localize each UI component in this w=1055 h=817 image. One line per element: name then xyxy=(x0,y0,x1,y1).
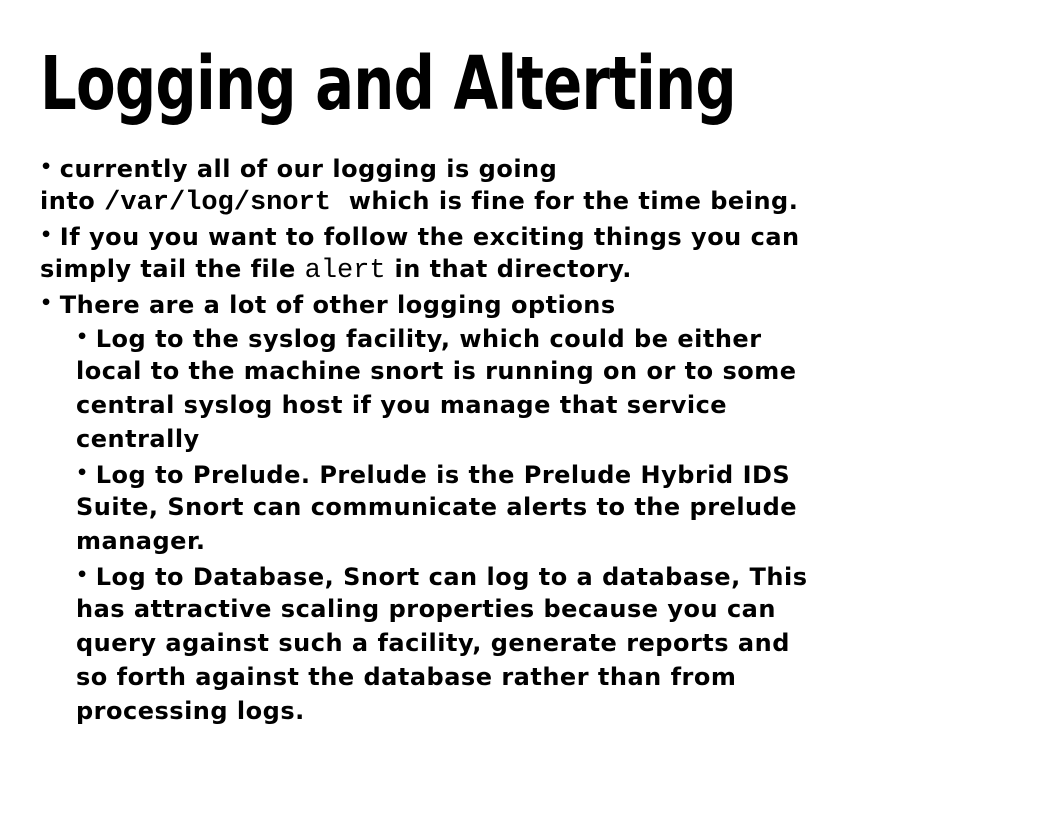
text-segment: so forth against the database rather than from xyxy=(76,663,737,691)
text-segment: If you you want to follow the exciting things you can xyxy=(59,223,800,251)
text-segment: has attractive scaling properties because you can xyxy=(76,595,776,623)
bullet-line xyxy=(76,320,808,354)
text-segment: into xyxy=(40,187,105,215)
bullet-line xyxy=(76,592,808,626)
bullet-item xyxy=(40,218,808,286)
bullet-line xyxy=(76,354,808,388)
bullet-icon: • xyxy=(40,292,60,314)
bullet-line xyxy=(40,184,808,218)
page-title: Logging and Alterting xyxy=(40,41,736,127)
bullet-item xyxy=(76,456,808,558)
bullet-icon: • xyxy=(40,224,60,246)
bullet-line xyxy=(76,694,808,728)
text-segment: processing logs. xyxy=(76,697,305,725)
bullet-icon: • xyxy=(40,156,60,178)
bullet-line xyxy=(76,422,808,456)
inline-code: /var/log/snort xyxy=(104,188,331,218)
bullet-line xyxy=(76,660,808,694)
bullet-item xyxy=(76,558,808,728)
bullet-line xyxy=(40,218,808,252)
bullet-line xyxy=(40,252,808,286)
inline-code: alert xyxy=(304,256,386,286)
text-segment: Log to Database, Snort can log to a database, This xyxy=(95,563,808,591)
bullet-line xyxy=(76,490,808,524)
bullet-item xyxy=(40,150,808,218)
text-segment: simply tail the file xyxy=(40,255,305,283)
bullet-line xyxy=(40,150,808,184)
bullet-line xyxy=(76,558,808,592)
bullet-line xyxy=(76,456,808,490)
text-segment: Log to Prelude. Prelude is the Prelude Hybrid IDS xyxy=(95,461,791,489)
text-segment: central syslog host if you manage that service xyxy=(76,391,728,419)
bullet-item xyxy=(40,286,808,320)
bullet-icon: • xyxy=(76,462,96,484)
bullet-icon: • xyxy=(76,326,96,348)
text-segment: There are a lot of other logging options xyxy=(59,291,616,319)
bullet-icon: • xyxy=(76,564,96,586)
bullet-line xyxy=(76,626,808,660)
bullet-item xyxy=(76,320,808,456)
bullet-line xyxy=(76,524,808,558)
text-segment: currently all of our logging is going xyxy=(59,155,558,183)
text-segment: in that directory. xyxy=(385,255,632,283)
text-segment: centrally xyxy=(76,425,200,453)
text-segment: Log to the syslog facility, which could be either xyxy=(95,325,762,353)
bullet-line xyxy=(76,388,808,422)
text-segment: local to the machine snort is running on or to some xyxy=(76,357,797,385)
text-segment: which is fine for the time being. xyxy=(330,187,799,215)
text-segment: Suite, Snort can communicate alerts to the prelude xyxy=(76,493,798,521)
bullet-list xyxy=(40,150,808,728)
text-segment: query against such a facility, generate reports and xyxy=(76,629,790,657)
text-segment: manager. xyxy=(76,527,206,555)
bullet-line xyxy=(40,286,808,320)
